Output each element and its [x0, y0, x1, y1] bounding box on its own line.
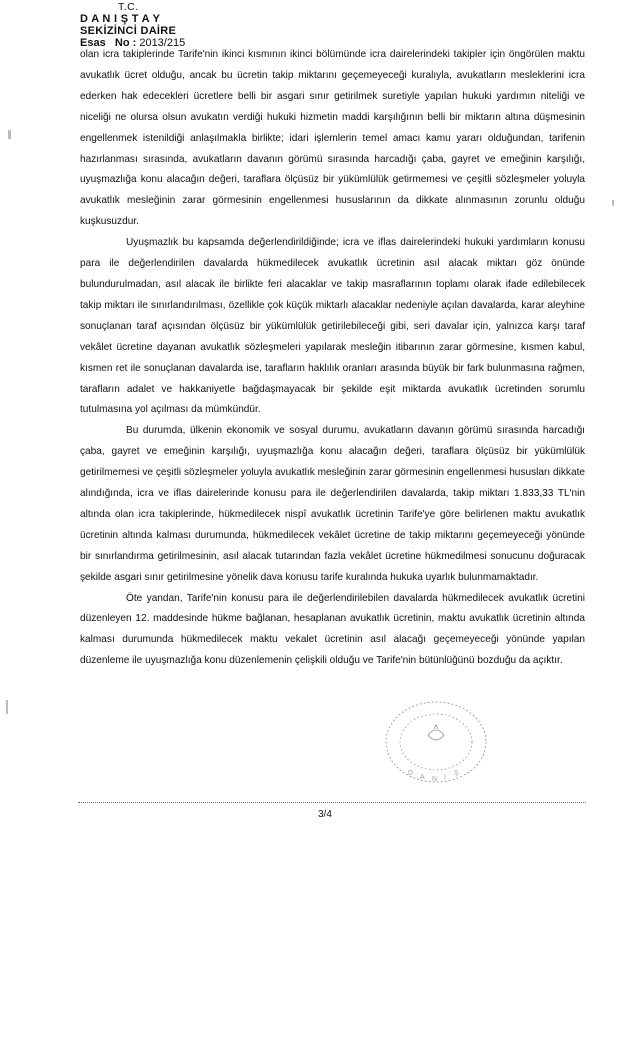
- esas-no-value: 2013/215: [139, 37, 186, 49]
- paragraph-2: Uyuşmazlık bu kapsamda değerlendirildiğinde; icra ve iflas dairelerindeki hukuki yardımların konusu para ile değerlendirilen davalarda hükmedilecek avukatlık ücretinin asıl alacak miktarı göz önünde bulundurulmadan, asıl alacak ile birlikte feri alacaklar ve takip masraflarının toplamı olarak ifade edilebilecek takip miktarı ile sınırlandırılması, özellikle çok küçük miktarlı alacaklar nedeniyle açılan davalarda, karar aleyhine sonuçlanan taraf açısından ölçüsüz bir yükümlülük getirilebileceği gibi, seri davalar için, yalnızca karşı taraf vekâlet ücretine dayanan avukatlık sözleşmeleri yapılarak mesleğin itibarının zarar görmesine, kısmen kabul, kısmen ret ile sonuçlanan davalarda ise, tarafların haklılık oranları arasında büyük bir fark bulunmasına rağmen, tarafların adalet ve hakkaniyetle bağdaşmayacak bir şekilde eşit miktarda avukatlık ücretinden sorumlu tutulmasına yol açılması da mümkündür.: [80, 237, 585, 416]
- header-tc: T.C.: [118, 1, 139, 13]
- paragraph-1: olan icra takiplerinde Tarife'nin ikinci kısmının ikinci bölümünde icra dairelerindeki takipler için öngörülen maktu avukatlık ücret olduğu, ancak bu ücretin takip miktarını geçemeyeceği kuralıyla, avukatların mesleklerini icra ederken hak edecekleri ücretlere belli bir asgari sınır getirilmek suretiyle yapılan hukuki yardımın niteliği ve niceliği ne olursa olsun avukatın verdiği hukuki hizmetin maddi karşılığının belli bir miktarın altına düşmesinin engellenmek istenildiği anlaşılmakla birlikte; idari işlemlerin temel amacı kamu yararı olduğundan, tarifenin hazırlanması sırasında, avukatların davanın görümü sırasında harcadığı çaba, gayret ve emeğinin karşılığı, uyuşmazlığa konu alacağın değeri, taraflara ölçüsüz bir yükümlülük getirmemesi ve çeşitli sözleşmeler yoluyla avukatlık mesleğinin zarar görmesinin engellenmesi hususlarının da dikkate alınmasının zorunlu olduğu kuşkusuzdur.: [80, 49, 585, 228]
- document-body: [80, 45, 585, 672]
- svg-text:Ş: Ş: [454, 770, 459, 777]
- scan-speck: [612, 200, 614, 206]
- scan-speck: [6, 700, 8, 714]
- footer-divider: [78, 802, 586, 803]
- paragraph-3: Bu durumda, ülkenin ekonomik ve sosyal durumu, avukatların davanın görümü sırasında harcadığı çaba, gayret ve emeğinin karşılığı, uyuşmazlığa konu alacağın değeri, taraflara ölçüsüz bir yükümlülük getirilmemesi ve çeşitli sözleşmeler yoluyla avukatlık mesleğinin zarar görmesinin engellenmesi hususları dikkate alındığında, icra ve iflas dairelerinde konusu para ile değerlendirilen davalarda, takip miktarı 1.833,33 TL'nin altında olan icra takiplerinde, hükmedilecek nispî avukatlık ücretinin Tarife'ye göre belirlenen maktu avukatlık ücretinin altında kalması durumunda, hükmedilecek vekâlet ücretine de takip miktarını geçemeyeceği yönünde bir sınırlandırma getirilmesinin, asıl alacak tutarından fazla vekâlet ücretine hükmedilmesi sonucunu doğuracak şekilde asgari sınır getirilmesine yönelik dava konusu tarife kuralında hukuka uyarlık bulunmamaktadır.: [80, 425, 585, 583]
- page-number: 3/4: [318, 809, 332, 820]
- header-court: D A N I Ş T A Y: [80, 13, 161, 25]
- svg-text:N: N: [432, 776, 438, 783]
- svg-text:A: A: [420, 774, 425, 781]
- paragraph-4: Öte yandan, Tarife'nin konusu para ile değerlendirilebilen davalarda hükmedilecek avukatlık ücretini düzenleyen 12. maddesinde hükme bağlanan, hesaplanan avukatlık ücretinin, maktu avukatlık ücretinin altında kalması durumunda hükmedilecek maktu vekalet ücretinin asıl alacağı geçemeyeceği yönünde yapılan düzenleme ile uyuşmazlığa konu düzenlemenin çelişkili olduğu ve Tarife'nin bütünlüğünü bozduğu da açıktır.: [80, 592, 585, 667]
- esas-label: Esas: [80, 37, 106, 49]
- court-seal-stamp: [378, 695, 494, 789]
- header-chamber: SEKİZİNCİ DAİRE: [80, 25, 177, 37]
- svg-text:I: I: [444, 774, 446, 781]
- document-header: [80, 2, 380, 49]
- esas-no-label: No :: [114, 37, 137, 49]
- svg-text:D: D: [408, 770, 414, 777]
- scan-speck: [8, 130, 11, 139]
